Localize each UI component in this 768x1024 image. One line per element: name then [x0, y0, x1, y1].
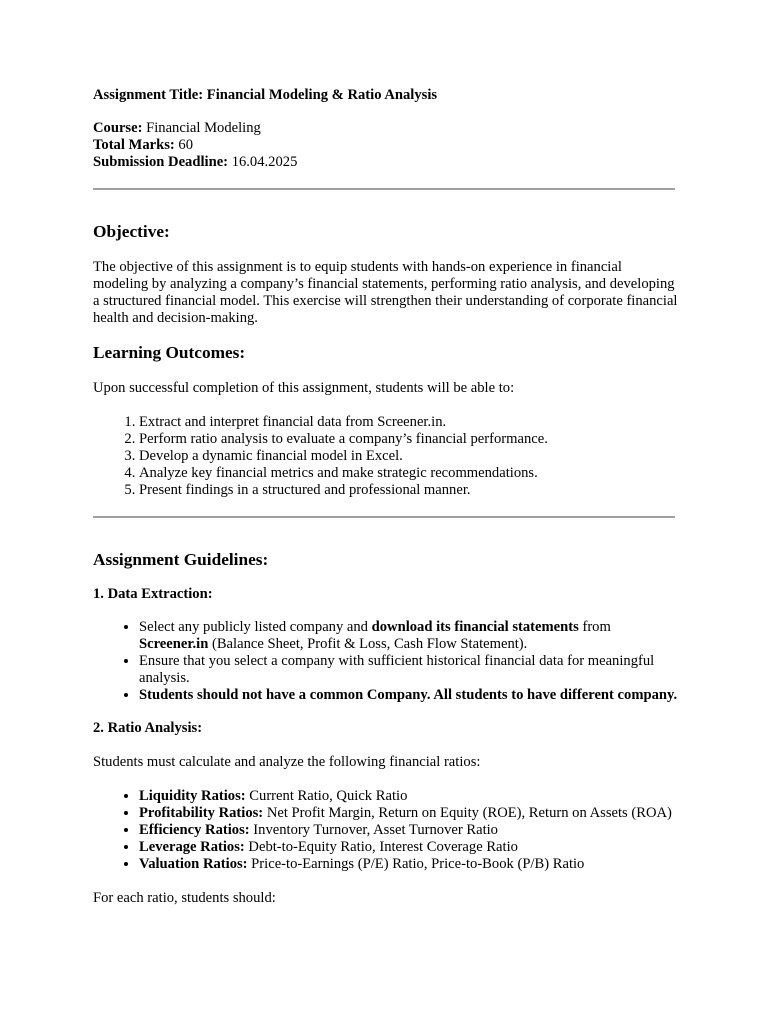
list-item: • Select any publicly listed company and download its financial statements from Screener.in (Balance Sheet, Profit & Loss, Cash Flow Statement). — [139, 619, 678, 653]
list-item: • Liquidity Ratios: Current Ratio, Quick Ratio — [139, 788, 678, 805]
objective-text: The objective of this assignment is to equip students with hands-on experience in financial modeling by analyzing a company’s financial statements, performing ratio analysis, and developing a structured financial model. This exercise will strengthen their understanding of corporate financial health and decision-making. — [93, 259, 678, 326]
list-item: 1. Extract and interpret financial data from Screener.in. — [139, 414, 678, 431]
list-item: • Valuation Ratios: Price-to-Earnings (P/E) Ratio, Price-to-Book (P/B) Ratio — [139, 856, 678, 873]
deadline-value: 16.04.2025 — [231, 154, 298, 170]
list-item: • Ensure that you select a company with sufficient historical financial data for meaningful analysis. — [139, 653, 678, 687]
guidelines-heading: Assignment Guidelines: — [93, 550, 269, 569]
objective-heading: Objective: — [93, 222, 170, 241]
course-line — [93, 120, 678, 137]
outcomes-list — [93, 414, 678, 499]
course-label: Course: — [93, 120, 143, 136]
marks-line — [93, 137, 678, 154]
marks-value: 60 — [178, 137, 194, 153]
list-item: • Profitability Ratios: Net Profit Margin, Return on Equity (ROE), Return on Assets (ROA) — [139, 805, 678, 822]
document-content — [93, 87, 678, 907]
divider — [93, 516, 675, 518]
outcomes-intro: Upon successful completion of this assignment, students will be able to: — [93, 380, 515, 396]
list-item: • Leverage Ratios: Debt-to-Equity Ratio, Interest Coverage Ratio — [139, 839, 678, 856]
deadline-label: Submission Deadline: — [93, 154, 229, 170]
list-item: 4. Analyze key financial metrics and make strategic recommendations. — [139, 465, 678, 482]
list-item: • Efficiency Ratios: Inventory Turnover, Asset Turnover Ratio — [139, 822, 678, 839]
title-value: Financial Modeling & Ratio Analysis — [206, 87, 438, 103]
deadline-line — [93, 154, 678, 171]
ratio-analysis-heading: 2. Ratio Analysis: — [93, 720, 203, 736]
ratio-list — [93, 788, 678, 873]
list-item: 3. Develop a dynamic financial model in Excel. — [139, 448, 678, 465]
list-item: 5. Present findings in a structured and professional manner. — [139, 482, 678, 499]
data-extraction-heading: 1. Data Extraction: — [93, 586, 213, 602]
ratio-analysis-intro: Students must calculate and analyze the following financial ratios: — [93, 754, 481, 770]
title-label: Assignment Title: — [93, 87, 204, 103]
divider — [93, 188, 675, 190]
course-value: Financial Modeling — [146, 120, 261, 136]
outcomes-heading: Learning Outcomes: — [93, 343, 246, 362]
ratio-analysis-outro: For each ratio, students should: — [93, 890, 276, 906]
marks-label: Total Marks: — [93, 137, 175, 153]
data-extraction-list — [93, 619, 678, 704]
list-item: 2. Perform ratio analysis to evaluate a company’s financial performance. — [139, 431, 678, 448]
assignment-title — [93, 87, 678, 104]
list-item: • Students should not have a common Company. All students to have different company. — [139, 687, 678, 704]
